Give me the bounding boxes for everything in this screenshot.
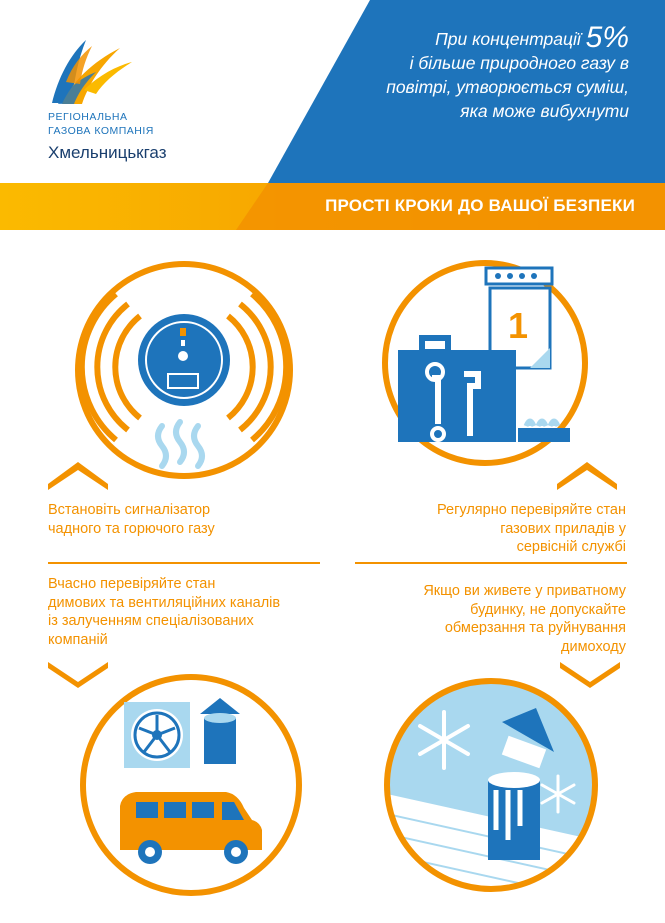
step-4-line: обмерзання та руйнування [444, 620, 626, 636]
divider-right [355, 562, 627, 564]
step-3-line: Вчасно перевіряйте стан [48, 576, 216, 592]
step-3-line: димових та вентиляційних каналів [48, 594, 281, 611]
headline-line-2: і більше природного газу в [409, 53, 629, 73]
ventilation-service-icon [76, 670, 306, 900]
gas-service-icon [380, 258, 590, 468]
step-2-caption [370, 501, 626, 557]
brand-line-2: ГАЗОВА КОМПАНІЯ [48, 125, 154, 137]
chevron-up-icon [557, 458, 617, 490]
step-4-line: димоходу [561, 638, 626, 655]
headline-line-3: повітрі, утворюється суміш, [386, 77, 629, 97]
step-1-caption [48, 501, 308, 538]
headline-line-1: При концентрації [435, 29, 581, 49]
chimney-frost-icon [378, 672, 604, 898]
step-2-line: Регулярно перевіряйте стан [437, 502, 626, 518]
step-2-line: газових приладів у [500, 520, 626, 537]
headline-line-4: яка може вибухнути [460, 101, 629, 121]
step-3-line: компаній [48, 631, 108, 648]
company-logo-icon [52, 40, 132, 104]
step-4-line: будинку, не допускайте [470, 601, 626, 618]
step-4-line: Якщо ви живете у приватному [423, 583, 626, 599]
step-3-caption [48, 575, 338, 649]
chevron-up-icon [48, 458, 108, 490]
step-1-line: Встановіть сигналізатор [48, 502, 211, 518]
step-2-line: сервісній службі [516, 539, 626, 555]
headline [329, 21, 629, 123]
step-3-line: із залученням спеціалізованих [48, 613, 254, 629]
step-4-caption [352, 582, 626, 656]
step-1-line: чадного та горючого газу [48, 520, 215, 537]
divider-left [48, 562, 320, 564]
gas-alarm-icon [70, 256, 298, 484]
calendar-day: 1 [508, 305, 529, 346]
banner-title: ПРОСТІ КРОКИ ДО ВАШОЇ БЕЗПЕКИ [325, 196, 635, 215]
brand-name: Хмельницькгаз [48, 143, 167, 162]
headline-percent: 5% [585, 21, 629, 54]
brand-line-1: РЕГІОНАЛЬНА [48, 111, 128, 123]
